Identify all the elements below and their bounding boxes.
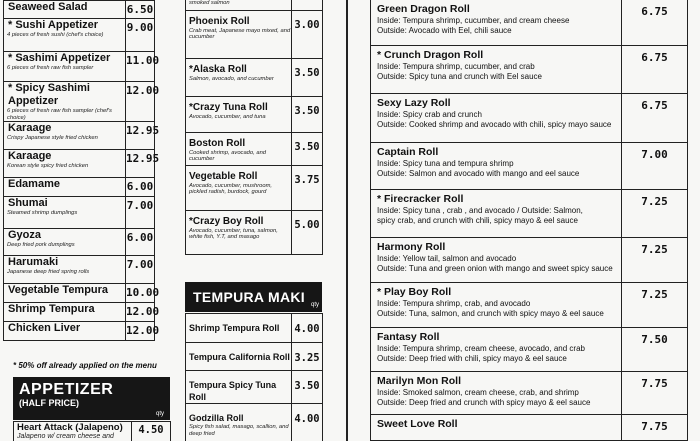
item-price: 4.50 [132, 422, 171, 441]
roll-name: Firecracker Roll [384, 192, 464, 205]
item-price: 3.75 [292, 165, 323, 210]
item-cell [4, 52, 126, 82]
roll-outside: Outside: Salmon and avocado with mango and eel sauce [377, 168, 580, 178]
roll-outside: Outside: Cooked shrimp and avocado with chili, spicy mayo sauce [377, 119, 612, 129]
table-row [186, 404, 323, 441]
item-cell [186, 165, 292, 210]
appetizer-title: APPETIZER [19, 381, 114, 398]
item-cell [186, 10, 292, 58]
item-name: Karaage [8, 150, 52, 163]
item-cell [4, 303, 126, 322]
heart-attack-item [13, 421, 170, 441]
item-price: 4.00 [292, 404, 323, 441]
item-name: Vegetable Tempura [8, 284, 109, 297]
roll-cell [371, 371, 622, 414]
table-row [371, 237, 688, 282]
item-description: Jalapeno w/ cream cheese and [17, 433, 114, 440]
roll-inside: Inside: Tempura shrimp, crab, and avocado [377, 298, 531, 308]
item-cell [4, 122, 126, 150]
item-name: Seaweed Salad [8, 1, 88, 13]
item-name: Shrimp Tempura Roll [189, 323, 280, 333]
roll-cell [371, 0, 622, 45]
roll-cell [371, 189, 622, 237]
roll-cell [371, 142, 622, 189]
roll-price: 6.75 [622, 0, 688, 45]
roll-name: Sweet Love Roll [377, 417, 458, 430]
roll-outside: spicy crab, and crunch with chili, spicy mayo & eel sauce [377, 215, 578, 225]
roll-title [377, 418, 617, 431]
item-name: Edamame [8, 178, 60, 191]
table-row [4, 52, 155, 82]
item-price: 7.00 [126, 256, 155, 284]
table-row [186, 343, 323, 371]
tempura-maki-list [185, 313, 322, 441]
roll-outside: Outside: Tuna, salmon, and crunch with spicy mayo & eel sauce [377, 308, 604, 318]
roll-price: 7.25 [622, 189, 688, 237]
item-cell [4, 82, 126, 122]
roll-inside: Inside: Yellow tail, salmon and avocado [377, 253, 517, 263]
roll-price: 7.50 [622, 327, 688, 371]
special-roll-column [370, 0, 687, 441]
section-title: TEMPURA MAKI [193, 289, 305, 305]
item-cell [186, 58, 292, 96]
roll-name: Fantasy Roll [377, 330, 440, 343]
table-row [4, 256, 155, 284]
item-price: 12.95 [126, 150, 155, 178]
roll-title [377, 3, 617, 16]
item-description: smoked salmon [189, 0, 230, 6]
table-row [4, 197, 155, 229]
item-cell [186, 343, 292, 371]
roll-outside: Outside: Avocado with Eel, chili sauce [377, 26, 512, 35]
item-price: 12.95 [126, 122, 155, 150]
item-cell [4, 19, 126, 52]
item-name: * Sushi Appetizer [8, 19, 99, 31]
item-cell [4, 150, 126, 178]
item-price: 12.00 [126, 303, 155, 322]
item-price: 6.00 [126, 229, 155, 256]
table-row [186, 210, 323, 254]
item-description: Korean style spicy fried chicken [7, 163, 89, 170]
appetizer-subtitle: (HALF PRICE) [19, 398, 79, 408]
roll-inside: Inside: Smoked salmon, cream cheese, crab, and shrimp [377, 387, 579, 397]
roll-cell [371, 45, 622, 93]
roll-name: Sexy Lazy Roll [377, 96, 451, 109]
item-name: * Spicy Sashimi Appetizer [8, 82, 90, 107]
table-row [186, 96, 323, 132]
item-price: 6.50 [126, 1, 155, 19]
item-name: Gyoza [8, 229, 42, 242]
roll-price: 7.75 [622, 414, 688, 440]
table-row [371, 189, 688, 237]
roll-cell [371, 414, 622, 440]
item-price: 6.00 [126, 178, 155, 197]
item-name: Boston Roll [189, 137, 246, 149]
roll-title [377, 375, 617, 388]
appetizer-table [3, 0, 160, 341]
column-divider [346, 0, 348, 441]
table-row [186, 58, 323, 96]
qty-label: qty [155, 411, 164, 417]
item-name: Tempura California Roll [189, 352, 290, 362]
item-name: Heart Attack (Jalapeno) [17, 422, 123, 433]
item-name: *Alaska Roll [189, 63, 247, 75]
item-description: 6 pieces of fresh raw fish sampler (chef's choice) [7, 108, 112, 121]
item-description: Crispy Japanese style fried chicken [7, 135, 98, 142]
item-name: Shumai [8, 197, 48, 210]
table-row [371, 414, 688, 440]
item-description: Avocado, cucumber, and tuna [189, 113, 266, 120]
roll-inside: Inside: Tempura shrimp, cucumber, and cream cheese [377, 16, 570, 25]
item-name: *Crazy Tuna Roll [189, 101, 268, 113]
item-description: Deep fried pork dumplings [7, 242, 75, 249]
appetizer-section-header [13, 377, 170, 420]
roll-cell [371, 93, 622, 142]
item-name: *Crazy Boy Roll [189, 215, 264, 227]
table-row [186, 314, 323, 343]
item-name: Karaage [8, 122, 52, 135]
roll-title [377, 193, 617, 206]
item-description: Salmon, avocado, and cucumber [189, 75, 274, 82]
item-price: 5.00 [292, 210, 323, 254]
item-price: 3.00 [292, 10, 323, 58]
item-name: Tempura Spicy Tuna Roll [189, 380, 277, 402]
table-row [371, 327, 688, 371]
roll-name: Captain Roll [377, 145, 439, 158]
maki-table [185, 0, 323, 255]
table-row [186, 10, 323, 58]
item-price: 10.00 [126, 284, 155, 303]
item-cell [4, 284, 126, 303]
item-name: Harumaki [8, 256, 59, 269]
item-price: 12.00 [126, 322, 155, 341]
roll-title [377, 286, 617, 299]
table-row [4, 1, 155, 19]
table-row [186, 165, 323, 210]
table-row [4, 284, 155, 303]
item-price: 3.50 [292, 58, 323, 96]
item-description: Steamed shrimp dumplings [7, 210, 78, 217]
table-row [371, 45, 688, 93]
item-name: Shrimp Tempura [8, 303, 95, 316]
item-description: Crab meat, Japanese mayo mixed, and cucumber [189, 27, 291, 41]
roll-price: 7.75 [622, 371, 688, 414]
special-roll-table [370, 0, 688, 441]
roll-outside: Outside: Deep fried with chili, spicy mayo & eel sauce [377, 353, 567, 363]
item-price: 12.00 [126, 82, 155, 122]
table-row [4, 303, 155, 322]
roll-title [377, 97, 617, 110]
roll-name: Harmony Roll [377, 240, 446, 253]
item-cell [186, 404, 292, 441]
appetizer-list-column [3, 0, 160, 341]
item-name: Chicken Liver [8, 322, 81, 335]
roll-outside: Outside: Spicy tuna and crunch with Eel sauce [377, 71, 542, 81]
table-row [4, 122, 155, 150]
roll-inside: Inside: Spicy tuna , crab , and avocado / Outside: Salmon, [377, 205, 583, 215]
table-row [186, 371, 323, 404]
roll-name: Play Boy Roll [384, 285, 452, 298]
item-price: 3.50 [292, 96, 323, 132]
item-description: Avocado, cucumber, tuna, salmon, white fish, Y.T, and masago [189, 227, 278, 241]
item-cell [4, 197, 126, 229]
item-name: Phoenix Roll [189, 15, 250, 27]
table-row [4, 178, 155, 197]
item-price: 11.00 [126, 52, 155, 82]
roll-name: Marilyn Mon Roll [377, 374, 461, 387]
table-row [4, 150, 155, 178]
table-row [371, 142, 688, 189]
roll-title [377, 49, 617, 62]
table-row [371, 0, 688, 45]
roll-price: 7.25 [622, 282, 688, 327]
item-cell [4, 1, 126, 19]
table-row [371, 282, 688, 327]
table-row [4, 322, 155, 341]
roll-cell [371, 282, 622, 327]
item-cell [4, 322, 126, 341]
star-marker: * [377, 192, 382, 205]
discount-note: * 50% off already applied on the menu [13, 361, 157, 370]
roll-cell [371, 237, 622, 282]
item-description: Avocado, cucumber, mushroom, pickled radish, burdock, gourd [189, 182, 273, 196]
roll-cell [371, 327, 622, 371]
table-row [186, 132, 323, 165]
item-cell [186, 371, 292, 404]
item-name: * Sashimi Appetizer [8, 52, 111, 64]
roll-title [377, 331, 617, 344]
roll-title [377, 241, 617, 254]
maki-list-column [185, 0, 322, 255]
star-marker: * [377, 285, 382, 298]
roll-name: Crunch Dragon Roll [384, 48, 484, 61]
item-description: Spicy fish salad, masago, scallion, and deep fried [189, 424, 289, 437]
item-description: Cooked shrimp, avocado, and cucumber [189, 149, 267, 163]
item-cell [4, 229, 126, 256]
item-price: 7.00 [126, 197, 155, 229]
table-row [371, 371, 688, 414]
item-price: 3.50 [292, 371, 323, 404]
item-price: 3.25 [292, 343, 323, 371]
item-price: 3.50 [292, 132, 323, 165]
roll-inside: Inside: Spicy crab and crunch [377, 109, 482, 119]
item-description: 4 pieces of fresh sushi (chef's choice) [7, 32, 104, 38]
roll-price: 6.75 [622, 45, 688, 93]
table-row [371, 93, 688, 142]
roll-outside: Outside: Deep fried and crunch with spicy mayo & eel sauce [377, 397, 591, 407]
item-name: Vegetable Roll [189, 170, 258, 182]
roll-inside: Inside: Spicy tuna and tempura shrimp [377, 158, 514, 168]
item-cell [186, 314, 292, 343]
roll-title [377, 146, 617, 159]
roll-outside: Outside: Tuna and green onion with mango and sweet spicy sauce [377, 263, 613, 273]
tempura-maki-header [185, 282, 322, 312]
roll-price: 7.25 [622, 237, 688, 282]
item-price: 4.00 [292, 314, 323, 343]
item-cell [186, 210, 292, 254]
qty-label: qty [310, 302, 319, 308]
roll-name: Green Dragon Roll [377, 3, 470, 15]
item-cell [186, 132, 292, 165]
roll-price: 7.00 [622, 142, 688, 189]
table-row [4, 82, 155, 122]
item-price: 9.00 [126, 19, 155, 52]
item-cell [186, 96, 292, 132]
item-description: 6 pieces of fresh raw fish sampler [7, 65, 94, 71]
roll-inside: Inside: Tempura shrimp, cream cheese, avocado, and crab [377, 343, 585, 353]
item-description: Japanese deep fried spring rolls [7, 269, 90, 276]
table-row [4, 229, 155, 256]
star-marker: * [377, 48, 382, 61]
table-row [4, 19, 155, 52]
item-name: Godzilla Roll [189, 413, 244, 423]
item-cell [4, 178, 126, 197]
roll-price: 6.75 [622, 93, 688, 142]
roll-inside: Inside: Tempura shrimp, cucumber, and crab [377, 61, 535, 71]
item-cell [4, 256, 126, 284]
